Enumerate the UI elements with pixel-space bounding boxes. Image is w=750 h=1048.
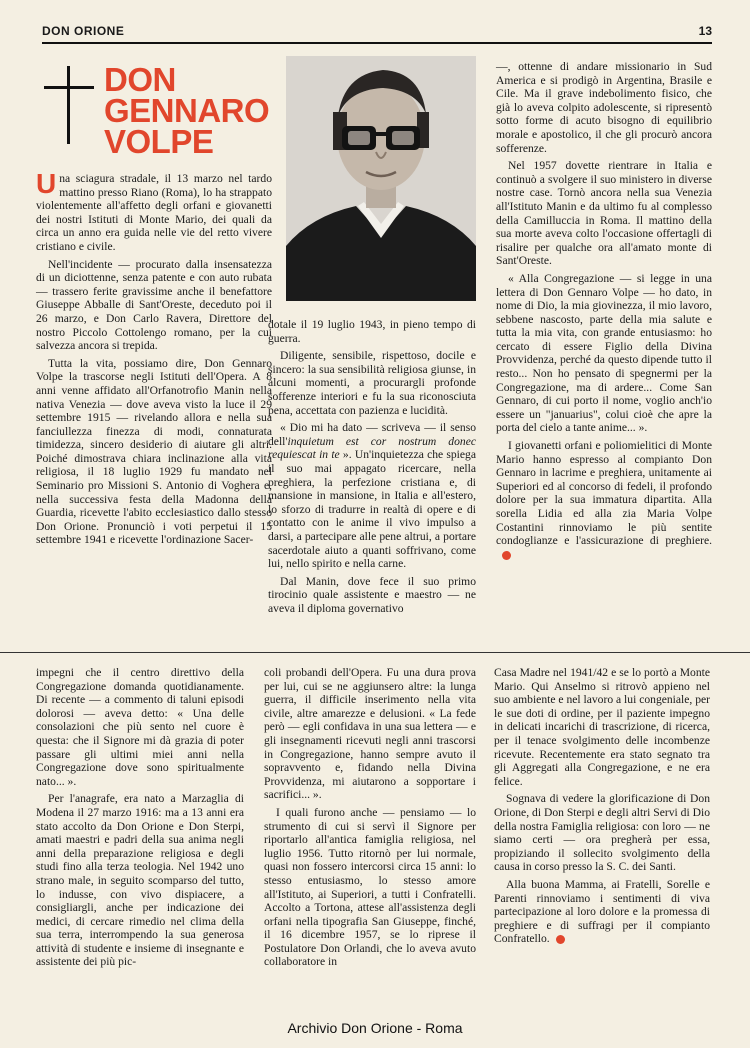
paragraph: dotale il 19 luglio 1943, in pieno tempo di guerra.	[268, 318, 476, 345]
column-2	[268, 318, 476, 619]
end-mark-icon	[502, 551, 511, 560]
drop-cap: U	[36, 168, 57, 199]
paragraph: Nel 1957 dovette rientrare in Italia e continuò a svolgere il suo ministero in diverse nostre case. Tornò ancora nella sua Venezia all'Istituto Manin e da ultimo fu al complesso della Camilluccia in Roma. Il mattino della sua morte aveva colto l'occasione offertagli di risalire per qualche ora all'amato monte di Sant'Oreste.	[496, 159, 712, 268]
page-header	[42, 20, 712, 42]
column-1	[36, 168, 272, 551]
archive-footer: Archivio Don Orione - Roma	[287, 1020, 463, 1036]
section-divider	[0, 652, 750, 653]
bottom-column-2	[264, 666, 476, 973]
title-line-1: DON	[104, 61, 176, 98]
column-3	[496, 60, 712, 565]
paragraph: « Alla Congregazione — si legge in una lettera di Don Gennaro Volpe — ho dato, in nome di Dio, la mia giovinezza, il mio lavoro, sebbene nascosto, parte della mia salute e tutta la mia vita, con grande entusiasmo: ho cercato di essere Figlio della Divina Provvidenza, perché da questo dipende tutto il resto... Non ho pensato di spegnermi per la Congregazione, ma di ardere... Come San Gennaro, di cui porto il nome, voglio anch'io essere un "januarius", colui cioè che apre la porta del cielo a tante anime... ».	[496, 271, 712, 435]
paragraph: Una sciagura stradale, il 13 marzo nel tardo mattino presso Riano (Roma), lo ha strappato violentemente all'affetto degli orfani e giovanetti dei nostri Istituti di Monte Mario, dei quali da circa un anno era guida nelle vie del retto vivere cristiano e civile.	[36, 168, 272, 253]
paragraph: Nell'incidente — procurato dalla insensatezza di un diciottenne, senza patente e con auto rubata — trassero ferite gravissime anche il benefattore Giuseppe Abballe di Sant'Oreste, deceduto poi il 26 marzo, e Don Carlo Ravera, Direttore del nostro Piccolo Cottolengo romano, per la cui salvezza ancora si trepida.	[36, 257, 272, 353]
paragraph: impegni che il centro direttivo della Congregazione domanda quotidianamente. Di recente — a commento di taluni episodi dolorosi — aveva detto: « Una delle consolazioni che più sento nel cuore è questa: che il Signore mi dà grazia di poter passare gli ultimi miei anni nella Congregazione dove sono spiritualmente nato... ».	[36, 666, 244, 788]
article-title	[104, 61, 284, 160]
paragraph: I quali furono anche — pensiamo — lo strumento di cui si servì il Signore per riportarlo all'antica famiglia religiosa, nel luglio 1956. Tutto ritornò per lui normale, quasi non fossero intercorsi circa 15 anni: lo stesso entusiasmo, lo stesso amore all'Istituto, ai Superiori, a tutti i Confratelli. Accolto a Tortona, attese all'assistenza degli orfani nella tipografia San Giuseppe, finché, il 16 dicembre 1957, se lo riprese il Postulatore Don Orlandi, che lo aveva avuto collaboratore in	[264, 805, 476, 969]
paragraph: I giovanetti orfani e poliomielitici di Monte Mario hanno espresso al compianto Don Gennaro in lacrime e preghiera, unitamente ai Superiori ed al concorso di fedeli, il profondo dolore per la sua immatura dipartita. Alla sorella Lidia ed alla zia Maria Volpe Costantini rinnoviamo le più sentite condoglianze e l'assicurazione di preghiere.	[496, 439, 712, 561]
cross-icon-horizontal	[44, 86, 94, 89]
paragraph: coli probandi dell'Opera. Fu una dura prova per lui, cui se ne aggiunsero altre: la lunga guerra, il difficile inserimento nella vita civile, altre amarezze e delusioni. « La fede però — egli confidava in una sua lettera — e gli insegnamenti ricevuti negli anni trascorsi in Congregazione, hanno sempre avuto il sopravvento e, fidando nella Divina Provvidenza, mi aiutarono a sopportare i sacrifici... ».	[264, 666, 476, 802]
paragraph: Dal Manin, dove fece il suo primo tirocinio quale assistente e maestro — ne aveva il diploma governativo	[268, 574, 476, 615]
end-mark-icon	[556, 935, 565, 944]
bottom-column-3	[494, 666, 710, 950]
paragraph: « Dio mi ha dato — scriveva — il senso dell'inquietum est cor nostrum donec requiescat in te ». Un'inquietezza che spiega il suo mai appagato ricercare, nella preghiera, la perfezione cristiana e, di mansione in mansione, in Italia e all'estero, lo sforzo di tradurre in realtà di opere e di contatto con le anime il vivo impulso a darsi, a partecipare alle pene altrui, a portare sacerdotale aiuto a quanti soffrivano, come lui, nello spirito e nella carne.	[268, 421, 476, 571]
title-line-2: GENNARO	[104, 92, 270, 129]
paragraph: Tutta la vita, possiamo dire, Don Gennaro Volpe la trascorse negli Istituti dell'Opera. A 8 anni venne affidato all'Orfanotrofio Manin nella nativa Venezia — dove aveva visto la luce il 29 settembre 1915 — rivelando allora e nella sua fanciullezza finezza di modi, connaturata timidezza, sincero desiderio di aiutare gli altri. Poiché dimostrava chiara inclinazione alla vita religiosa, il 18 luglio 1929 fu mandato nel Seminario pro Missioni S. Antonio di Voghera e, nella successiva festa della Madonna della Guardia, ricevette l'abito ecclesiastico dallo stesso Don Orione. Pronunciò i voti perpetui il 15 settembre 1941 e ricevette l'ordinazione Sacer-	[36, 356, 272, 547]
paragraph: Diligente, sensibile, rispettoso, docile e sincero: la sua sensibilità religiosa giunse, in alcuni momenti, a procurargli profonde sofferenze interiori e fu la sua riconosciuta pena, accettata con pazienza e lucidità.	[268, 349, 476, 417]
latin-quote: inquietum est cor nostrum donec requiescat in te	[268, 434, 476, 462]
bottom-column-1	[36, 666, 244, 973]
page-number: 13	[698, 24, 712, 38]
header-rule	[42, 42, 712, 44]
magazine-title: DON ORIONE	[42, 24, 125, 38]
paragraph: Sognava di vedere la glorificazione di Don Orione, di Don Sterpi e degli altri Servi di Dio della nostra Famiglia religiosa: con loro — ne siamo certi — ora pregherà per essa, propiziando il sollecito svolgimento della causa in corso presso la S. C. dei Santi.	[494, 792, 710, 874]
paragraph: —, ottenne di andare missionario in Sud America e si prodigò in Argentina, Brasile e Cile. Ma il grave indebolimento fisico, che già lo aveva colpito adolescente, si ripresentò sotto forme di acuto bisogno di equilibrio morale e apostolico, il che gli procurò ancora sofferenze.	[496, 60, 712, 155]
paragraph: Casa Madre nel 1941/42 e se lo portò a Monte Mario. Qui Anselmo si ritrovò appieno nel suo ambiente e nel lavoro a lui congeniale, per le sue doti di ordine, per il paziente impegno in delicati incarichi di trascrizione, di ricerca, per il tenace svolgimento delle incombenze ricevute. Recentemente era stato segnato tra gli Aggregati alla Congregazione, e ne era felice.	[494, 666, 711, 788]
priest-portrait-icon	[286, 56, 476, 301]
paragraph: Alla buona Mamma, ai Fratelli, Sorelle e Parenti rinnoviamo i sentimenti di viva partecipazione al loro dolore e la promessa di preghiere e di suffragi per il compianto Confratello.	[494, 877, 710, 946]
cross-icon-vertical	[67, 66, 70, 144]
paragraph: Per l'anagrafe, era nato a Marzaglia di Modena il 27 marzo 1916: ma a 13 anni era stato accolto da Don Orione e Don Sterpi, amati maestri e padri della sua anima negli anni della preparazione religiosa e degli studi fino alla terza teologia. Nel 1942 uno strano male, in seguito scomparso del tutto, lo indusse, con vivo dispiacere, a consigliargli, anche per indicazione dei medici, di cercare rimedio nel clima della sua terra, interrompendo la sua generosa attività di studente e insieme di insegnante e assistente dei più pic-	[36, 792, 244, 969]
portrait-photo	[286, 56, 476, 301]
title-line-3: VOLPE	[104, 123, 214, 160]
